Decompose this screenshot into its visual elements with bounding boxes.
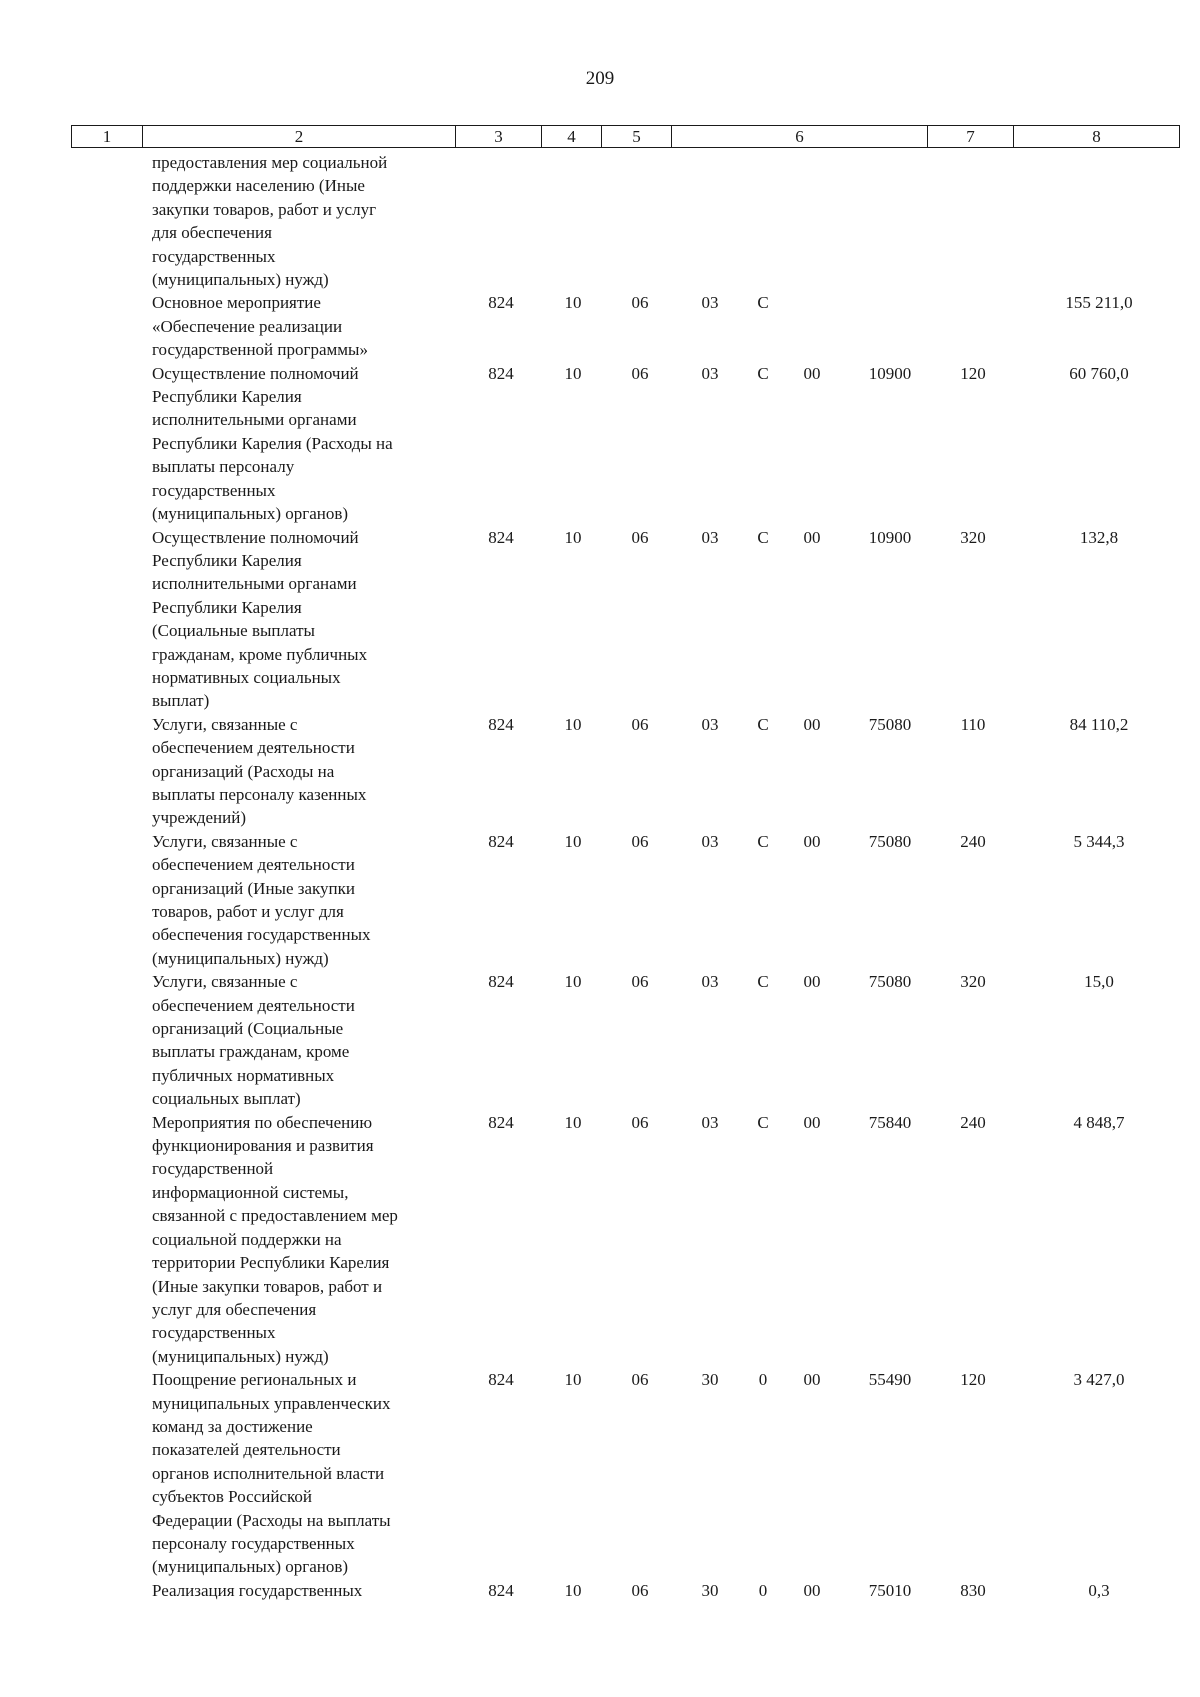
row-expense-type: 120 (960, 1370, 986, 1390)
row-code-subprogram: С (757, 831, 769, 851)
row-description: Осуществление полномочий Республики Карелия исполнительными органами Республики Карелия (Расходы на выплаты персоналу государственных (муниципальных) органов) (152, 363, 393, 524)
row-amount: 4 848,7 (1073, 1112, 1125, 1132)
row-code-event: 00 (803, 1580, 821, 1600)
row-code-subprogram: С (757, 527, 769, 547)
row-code-subsection: 06 (631, 293, 649, 313)
row-description: предоставления мер социальной поддержки населению (Иные закупки товаров, работ и услуг для обеспечения государственных (муниципальных) нужд) (152, 153, 388, 290)
row-code-event: 00 (803, 363, 821, 383)
row-code-program: 30 (701, 1370, 719, 1390)
row-amount: 60 760,0 (1069, 363, 1129, 383)
row-description: Поощрение региональных и муниципальных управленческих команд за достижение показателей деятельности органов исполнительной власти субъектов Российской Федерации (Расходы на выплаты персоналу государственных (муниципальных) органов) (152, 1370, 391, 1577)
row-code-event: 00 (803, 714, 821, 734)
row-code-direction: 75840 (868, 1112, 912, 1132)
row-code-program: 03 (701, 293, 719, 313)
table-row (0, 1579, 1200, 1602)
row-code-direction: 10900 (868, 363, 912, 383)
row-code-event: 00 (803, 972, 821, 992)
row-code-event: 00 (803, 1112, 821, 1132)
row-expense-type: 240 (960, 1112, 986, 1132)
row-code-ministry: 824 (488, 363, 514, 383)
row-code-program: 03 (701, 527, 719, 547)
row-expense-type: 830 (960, 1580, 986, 1600)
row-code-subprogram: 0 (758, 1580, 768, 1600)
column-header-2: 2 (143, 126, 456, 148)
table-row (0, 151, 1200, 291)
table-body (0, 151, 1200, 1602)
row-expense-type: 320 (960, 527, 986, 547)
row-expense-type: 320 (960, 972, 986, 992)
row-code-program: 03 (701, 1112, 719, 1132)
row-code-section: 10 (564, 363, 582, 383)
row-description: Мероприятия по обеспечению функционирования и развития государственной информационной системы, связанной с предоставлением мер социальной поддержки на территории Республики Карелия (Иные закупки товаров, работ и услуг для обеспечения государственных (муниципальных) нужд) (152, 1112, 398, 1366)
row-code-subprogram: С (757, 293, 769, 313)
row-code-program: 30 (701, 1580, 719, 1600)
row-description: Осуществление полномочий Республики Карелия исполнительными органами Республики Карелия (Социальные выплаты гражданам, кроме публичных нормативных социальных выплат) (152, 527, 368, 711)
table-row (0, 713, 1200, 830)
table-header (71, 125, 1180, 148)
row-expense-type: 120 (960, 363, 986, 383)
row-code-ministry: 824 (488, 972, 514, 992)
row-code-ministry: 824 (488, 1370, 514, 1390)
row-code-subprogram: С (757, 363, 769, 383)
table-row (0, 526, 1200, 713)
row-code-program: 03 (701, 363, 719, 383)
row-code-subsection: 06 (631, 1370, 649, 1390)
row-code-direction: 75080 (868, 714, 912, 734)
row-code-subsection: 06 (631, 972, 649, 992)
row-code-ministry: 824 (488, 1580, 514, 1600)
row-code-ministry: 824 (488, 1112, 514, 1132)
row-expense-type: 240 (960, 831, 986, 851)
row-code-ministry: 824 (488, 831, 514, 851)
row-code-subprogram: С (757, 714, 769, 734)
table-row (0, 830, 1200, 970)
row-description: Услуги, связанные с обеспечением деятельности организаций (Социальные выплаты гражданам, кроме публичных нормативных социальных выплат) (152, 972, 355, 1109)
table-row (0, 1368, 1200, 1579)
row-code-subsection: 06 (631, 831, 649, 851)
row-code-subsection: 06 (631, 1580, 649, 1600)
row-code-subsection: 06 (631, 363, 649, 383)
row-code-section: 10 (564, 527, 582, 547)
row-code-section: 10 (564, 1580, 582, 1600)
row-code-program: 03 (701, 714, 719, 734)
row-code-section: 10 (564, 293, 582, 313)
row-description: Услуги, связанные с обеспечением деятельности организаций (Расходы на выплаты персоналу казенных учреждений) (152, 714, 367, 828)
row-description: Услуги, связанные с обеспечением деятельности организаций (Иные закупки товаров, работ и услуг для обеспечения государственных (муниципальных) нужд) (152, 831, 371, 968)
row-code-subprogram: 0 (758, 1370, 768, 1390)
row-code-event: 00 (803, 1370, 821, 1390)
row-code-program: 03 (701, 831, 719, 851)
table-row (0, 362, 1200, 526)
row-expense-type: 110 (960, 714, 986, 734)
row-amount: 0,3 (1088, 1580, 1110, 1600)
column-header-8: 8 (1014, 126, 1180, 148)
row-code-direction: 55490 (868, 1370, 912, 1390)
row-description: Реализация государственных (152, 1580, 363, 1600)
row-amount: 15,0 (1084, 972, 1114, 992)
row-code-subsection: 06 (631, 527, 649, 547)
column-header-4: 4 (542, 126, 602, 148)
column-header-3: 3 (456, 126, 542, 148)
table-row (0, 291, 1200, 361)
row-code-section: 10 (564, 972, 582, 992)
row-description: Основное мероприятие «Обеспечение реализации государственной программы» (152, 293, 368, 360)
row-amount: 84 110,2 (1069, 714, 1129, 734)
row-code-section: 10 (564, 714, 582, 734)
row-amount: 132,8 (1079, 527, 1119, 547)
row-amount: 5 344,3 (1073, 831, 1125, 851)
row-code-section: 10 (564, 1112, 582, 1132)
row-code-direction: 75080 (868, 831, 912, 851)
table-row (0, 1111, 1200, 1368)
row-code-event: 00 (803, 527, 821, 547)
row-code-ministry: 824 (488, 293, 514, 313)
row-code-section: 10 (564, 831, 582, 851)
column-header-6: 6 (672, 126, 928, 148)
column-header-5: 5 (602, 126, 672, 148)
row-code-direction: 10900 (868, 527, 912, 547)
row-code-program: 03 (701, 972, 719, 992)
row-code-event: 00 (803, 831, 821, 851)
row-code-subprogram: С (757, 972, 769, 992)
column-header-1: 1 (72, 126, 143, 148)
row-code-ministry: 824 (488, 714, 514, 734)
row-code-subsection: 06 (631, 1112, 649, 1132)
row-code-ministry: 824 (488, 527, 514, 547)
row-code-subprogram: С (757, 1112, 769, 1132)
row-code-direction: 75010 (868, 1580, 912, 1600)
row-amount: 155 211,0 (1065, 293, 1133, 313)
row-code-direction: 75080 (868, 972, 912, 992)
row-code-section: 10 (564, 1370, 582, 1390)
row-amount: 3 427,0 (1073, 1370, 1125, 1390)
table-row (0, 970, 1200, 1110)
column-header-7: 7 (928, 126, 1014, 148)
page-number: 209 (585, 68, 615, 89)
row-code-subsection: 06 (631, 714, 649, 734)
